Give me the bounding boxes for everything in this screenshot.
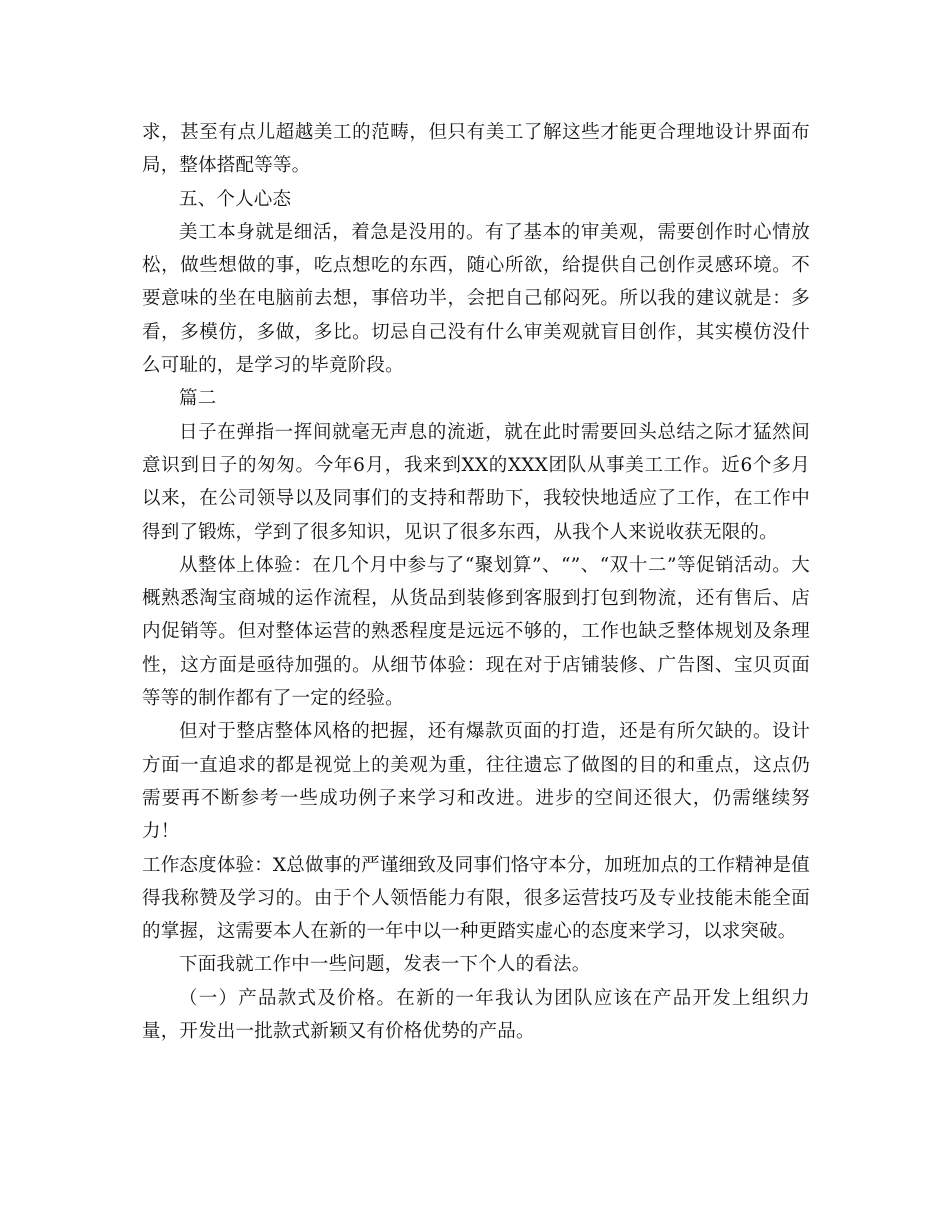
section-heading-part-two: 篇二 (179, 388, 217, 410)
paragraph-intro: 日子在弹指一挥间就毫无声息的流逝，就在此时需要回头总结之际才猛然间意识到日子的匆匆。今年6月，我来到XX的XXX团队从事美工工作。近6个多月以来，在公司领导以及同事们的支持和帮助下，我较快地适应了工作，在工作中得到了锻炼，学到了很多知识，见识了很多东西，从我个人来说收获无限的。 (142, 421, 810, 543)
paragraph-issues-intro: 下面我就工作中一些问题，发表一下个人的看法。 (179, 954, 591, 976)
paragraph-continuation: 求，甚至有点儿超越美工的范畴，但只有美工了解这些才能更合理地设计界面布局，整体搭配等等。 (142, 122, 810, 177)
paragraph-style-shortcomings: 但对于整店整体风格的把握，还有爆款页面的打造，还是有所欠缺的。设计方面一直追求的都是视觉上的美观为重，往往遗忘了做图的目的和重点，这点仍需要再不断参考一些成功例子来学习和改进。进步的空间还很大，仍需继续努力！ (142, 721, 810, 843)
paragraph-work-attitude: 工作态度体验：X总做事的严谨细致及同事们恪守本分，加班加点的工作精神是值得我称赞及学习的。由于个人领悟能力有限，很多运营技巧及专业技能未能全面的掌握，这需要本人在新的一年中以一种更踏实虚心的态度来学习，以求突破。 (142, 854, 810, 943)
paragraph-overall-experience: 从整体上体验：在几个月中参与了“聚划算”、“”、“双十二”等促销活动。大概熟悉淘宝商城的运作流程，从货品到装修到客服到打包到物流，还有售后、店内促销等。但对整体运营的熟悉程度是远远不够的，工作也缺乏整体规划及条理性，这方面是亟待加强的。从细节体验：现在对于店铺装修、广告图、宝贝页面等等的制作都有了一定的经验。 (142, 554, 810, 710)
document-body (142, 116, 810, 1048)
section-heading-personal-mindset: 五、个人心态 (179, 188, 292, 210)
paragraph-product-style-price: （一）产品款式及价格。在新的一年我认为团队应该在产品开发上组织力量，开发出一批款式新颖又有价格优势的产品。 (142, 987, 810, 1043)
paragraph-mindset: 美工本身就是细活，着急是没用的。有了基本的审美观，需要创作时心情放松，做些想做的事，吃点想吃的东西，随心所欲，给提供自己创作灵感环境。不要意味的坐在电脑前去想，事倍功半，会把自己郁闷死。所以我的建议就是：多看，多模仿，多做，多比。切忌自己没有什么审美观就盲目创作，其实模仿没什么可耻的，是学习的毕竟阶段。 (142, 221, 810, 377)
